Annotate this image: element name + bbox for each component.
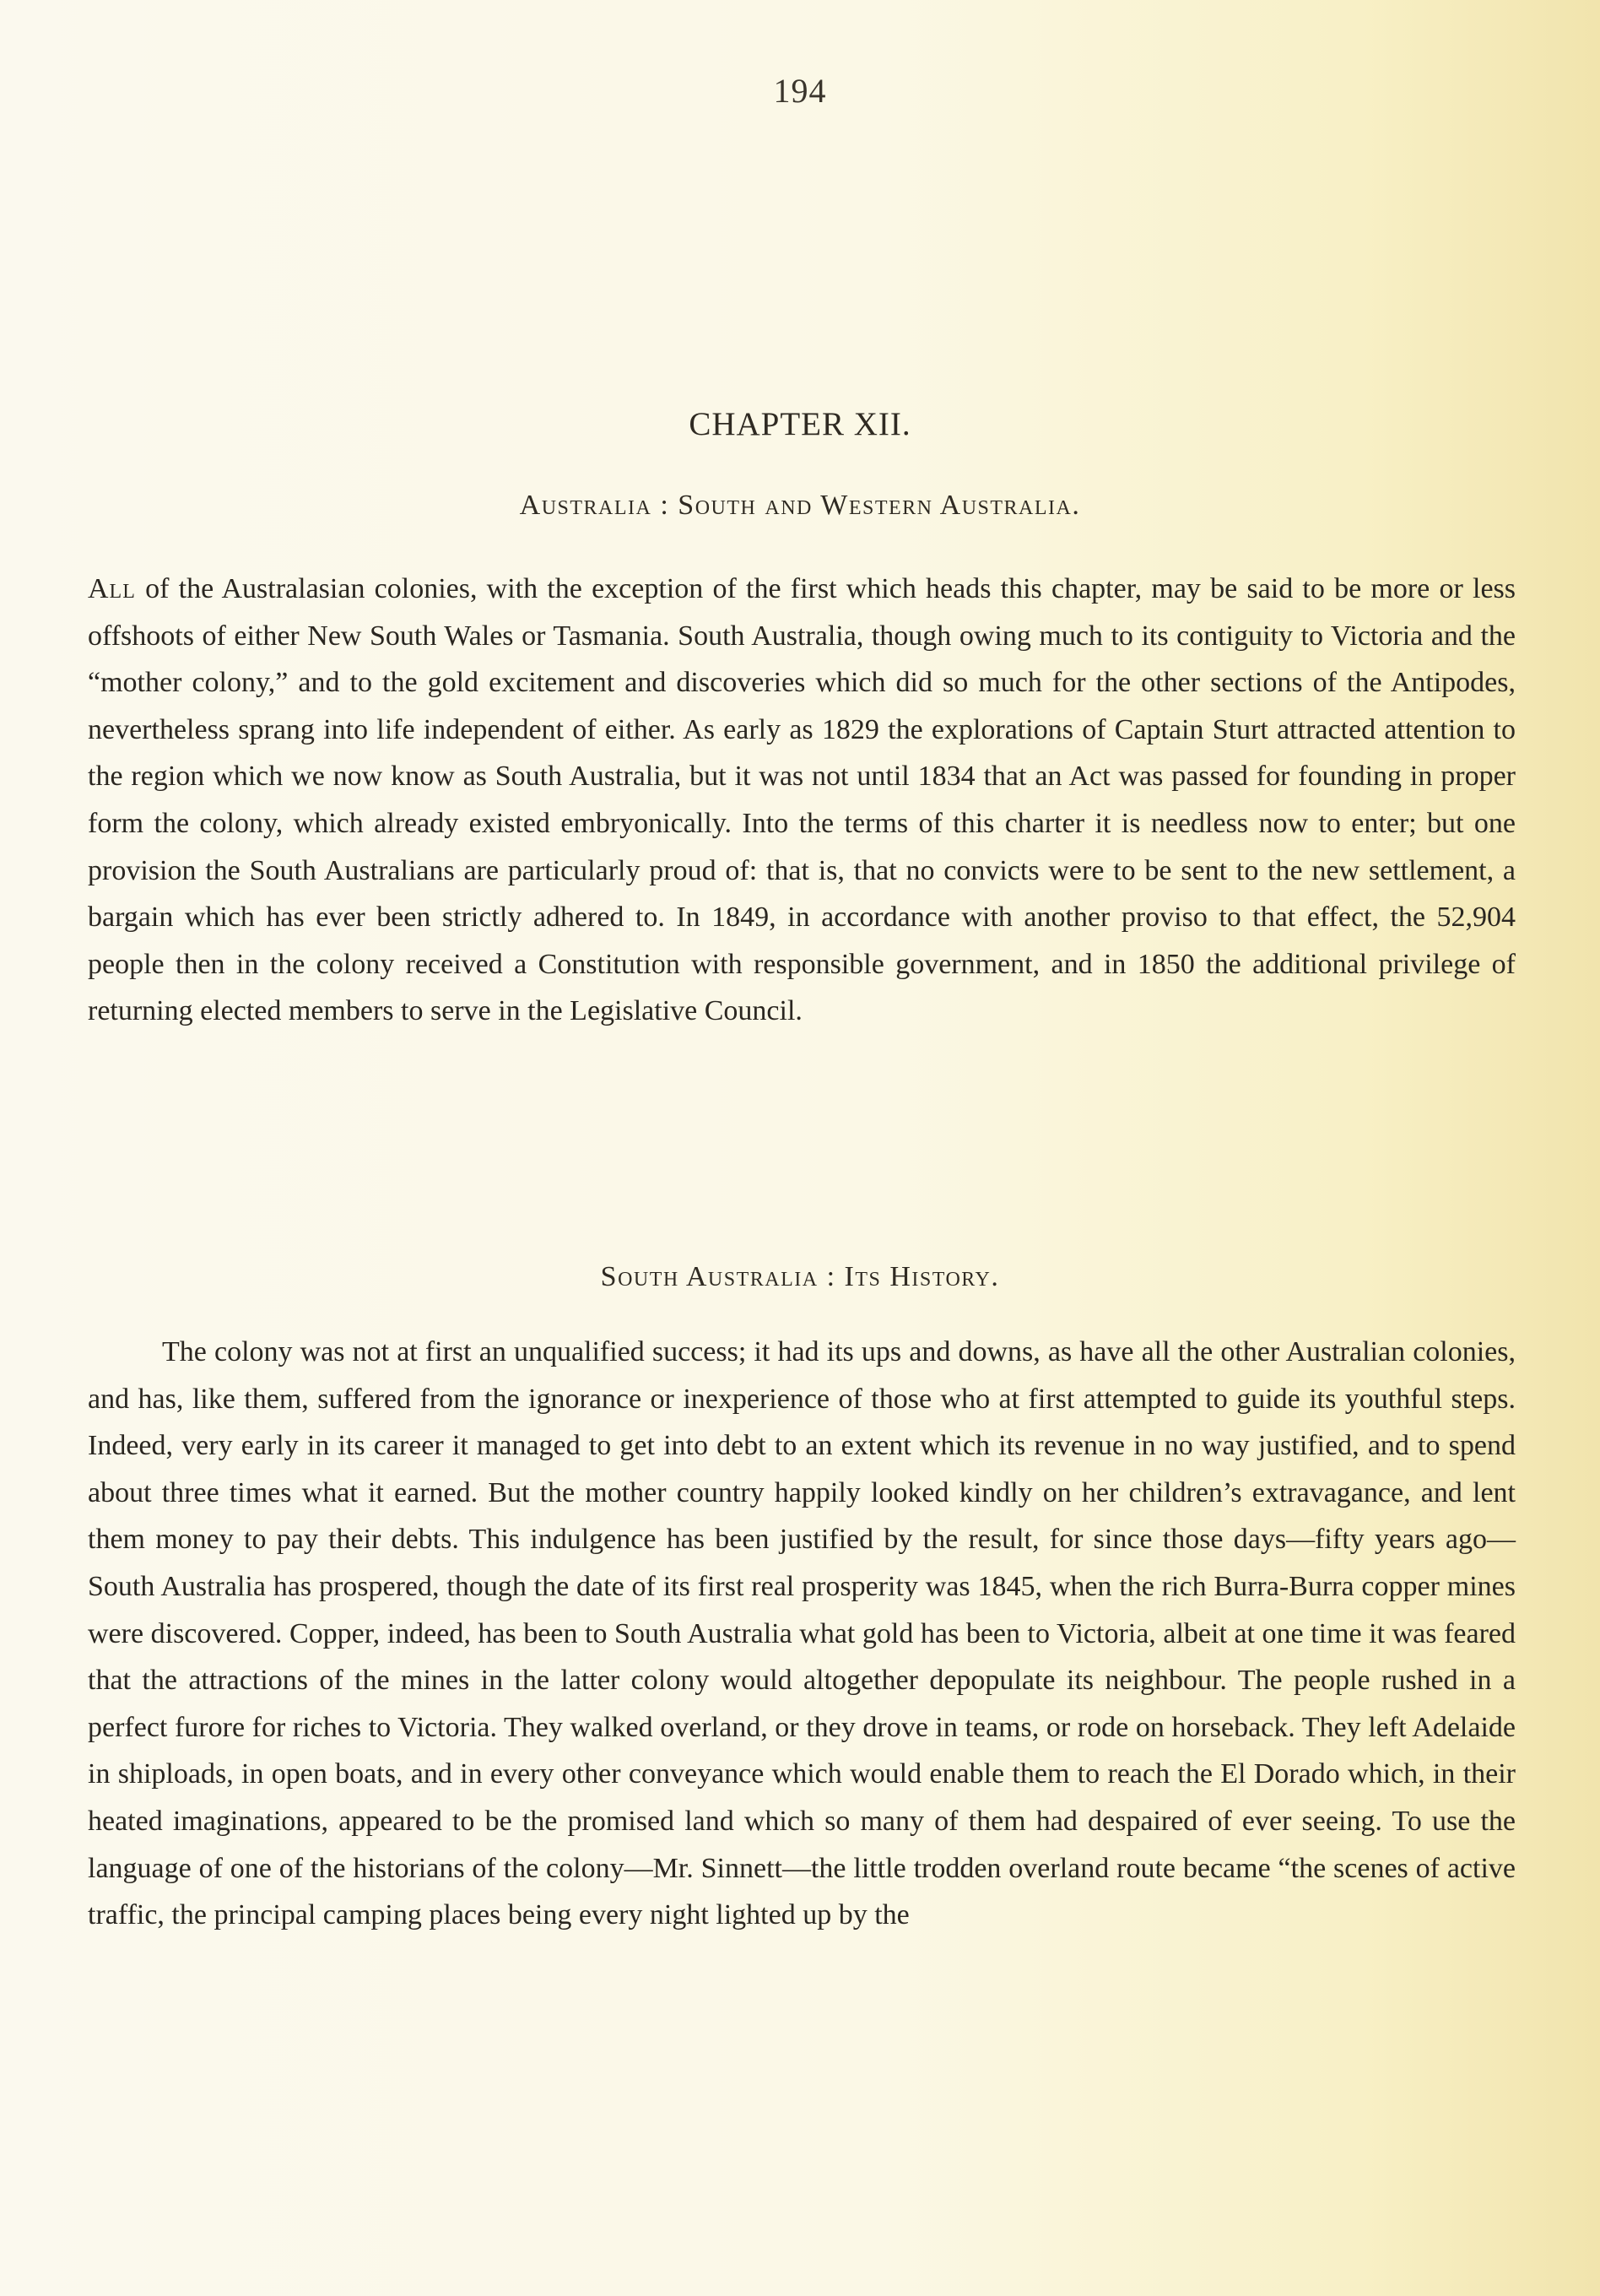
page-number: 194: [773, 72, 827, 110]
paragraph-lead-word: All: [88, 573, 136, 604]
chapter-title: CHAPTER XII.: [689, 406, 911, 442]
paragraph-text: of the Australasian colonies, with the exception of the first which heads this chapter, may be said to be more or less offshoots of either New South Wales or Tasmania. South Australia, though owing much to its contiguity to Victoria and the “mother colony,” and to the gold excitement and discoveries which did so much for the other sections of the Antipodes, nevertheless sprang into life independent of either. As early as 1829 the explorations of Captain Sturt attracted attention to the region which we now know as South Australia, but it was not until 1834 that an Act was passed for founding in proper form the colony, which already existed embryonically. Into the terms of this charter it is needless now to enter; but one provision the South Australians are particularly proud of: that is, that no convicts were to be sent to the new settlement, a bargain which has ever been strictly adhered to. In 1849, in accordance with another proviso to that effect, the 52,904 people then in the colony received a Constitution with responsible government, and in 1850 the additional privilege of returning elected members to serve in the Legislative Council.: [88, 573, 1516, 1027]
section-heading-its-history: South Australia : Its History.: [600, 1261, 1000, 1292]
body-paragraph-intro: [88, 566, 1516, 1035]
section-heading-south-western-australia: Australia : South and Western Australia.: [519, 490, 1081, 521]
body-paragraph-history: The colony was not at first an unqualified success; it had its ups and downs, as have all the other Australian colonies, and has, like them, suffered from the ignorance or inexperience of those who at first attempted to guide its youthful steps. Indeed, very early in its career it managed to get into debt to an extent which its revenue in no way justified, and to spend about three times what it earned. But the mother country happily looked kindly on her children’s extravagance, and lent them money to pay their debts. This indulgence has been justified by the result, for since those days—fifty years ago—South Australia has prospered, though the date of its first real prosperity was 1845, when the rich Burra-Burra copper mines were discovered. Copper, indeed, has been to South Australia what gold has been to Victoria, albeit at one time it was feared that the attractions of the mines in the latter colony would altogether depopulate its neighbour. The people rushed in a perfect furore for riches to Victoria. They walked overland, or they drove in teams, or rode on horseback. They left Adelaide in shiploads, in open boats, and in every other conveyance which would enable them to reach the El Dorado which, in their heated imaginations, appeared to be the promised land which so many of them had despaired of ever seeing. To use the language of one of the historians of the colony—Mr. Sinnett—the little trodden overland route became “the scenes of active traffic, the principal camping places being every night lighted up by the: [88, 1336, 1516, 1931]
